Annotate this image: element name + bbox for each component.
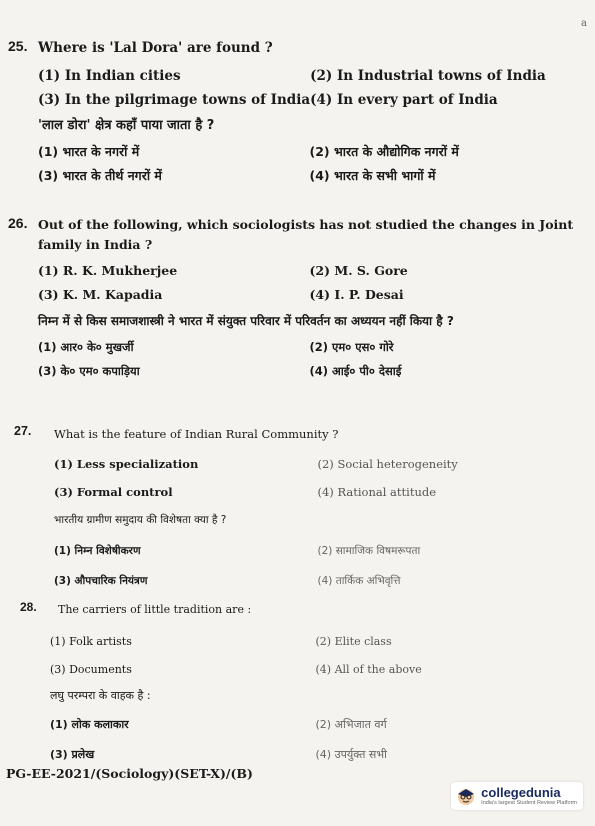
option-3-hi: (3) के० एम० कपाड़िया <box>38 364 140 378</box>
question-text-en: What is the feature of Indian Rural Community ? <box>54 427 339 441</box>
brand-name: collegedunia <box>481 784 561 800</box>
page-marker: a <box>581 18 587 29</box>
student-mascot-icon <box>455 785 477 807</box>
question-text-en: Where is 'Lal Dora' are found ? <box>38 40 273 56</box>
option-4-en: (4) Rational attitude <box>317 485 437 499</box>
option-2-hi: (2) अभिजात वर्ग <box>315 718 387 731</box>
option-4-hi: (4) आई० पी० देसाई <box>309 364 402 378</box>
question-28 <box>8 600 581 770</box>
option-1-hi: (1) भारत के नगरों में <box>38 144 140 159</box>
question-26 <box>8 215 581 383</box>
option-3-en: (3) Formal control <box>54 485 173 499</box>
option-2-hi: (2) एम० एस० गोरे <box>309 340 394 354</box>
option-1-en: (1) R. K. Mukherjee <box>38 263 178 278</box>
question-27 <box>8 424 581 596</box>
option-4-hi: (4) तार्किक अभिवृत्ति <box>317 575 401 587</box>
option-3-en: (3) In the pilgrimage towns of India <box>38 92 311 108</box>
question-text-en: The carriers of little tradition are : <box>58 603 252 616</box>
option-1-hi: (1) आर० के० मुखर्जी <box>38 340 134 354</box>
option-2-hi: (2) भारत के औद्योगिक नगरों में <box>309 144 459 159</box>
option-3-en: (3) Documents <box>50 663 132 676</box>
question-number: 26. <box>8 215 28 231</box>
option-2-en: (2) Elite class <box>315 635 392 648</box>
option-2-hi: (2) सामाजिक विषमरूपता <box>317 545 421 557</box>
question-text-hi: निम्न में से किस समाजशास्त्री ने भारत में संयुक्त परिवार में परिवर्तन का अध्ययन नहीं किया है ? <box>38 314 454 328</box>
option-4-en: (4) In every part of India <box>310 92 498 108</box>
option-3-hi: (3) प्रलेख <box>50 748 95 761</box>
option-3-hi: (3) औपचारिक नियंत्रण <box>54 575 148 587</box>
option-1-en: (1) Folk artists <box>50 635 132 648</box>
option-4-en: (4) I. P. Desai <box>309 287 404 302</box>
option-2-en: (2) In Industrial towns of India <box>310 68 546 84</box>
option-1-en: (1) Less specialization <box>54 457 199 471</box>
collegedunia-watermark <box>451 782 583 810</box>
brand-tagline: India's largest Student Review Platform <box>481 799 577 806</box>
paper-code-footer: PG-EE-2021/(Sociology)(SET-X)/(B) <box>6 766 253 781</box>
question-text-hi: 'लाल डोरा' क्षेत्र कहाँ पाया जाता है ? <box>38 118 215 133</box>
question-text-hi: भारतीय ग्रामीण समुदाय की विशेषता क्या है ? <box>54 514 227 526</box>
question-text-hi: लघु परम्परा के वाहक है : <box>50 689 151 702</box>
option-4-hi: (4) उपर्युक्त सभी <box>315 748 387 761</box>
option-1-en: (1) In Indian cities <box>38 68 181 84</box>
option-3-hi: (3) भारत के तीर्थ नगरों में <box>38 168 162 183</box>
question-number: 28. <box>20 600 37 614</box>
question-number: 25. <box>8 38 28 54</box>
option-4-hi: (4) भारत के सभी भागों में <box>309 168 436 183</box>
option-2-en: (2) Social heterogeneity <box>317 457 458 471</box>
option-3-en: (3) K. M. Kapadia <box>38 287 163 302</box>
option-1-hi: (1) लोक कलाकार <box>50 718 129 731</box>
question-25 <box>8 38 581 188</box>
option-4-en: (4) All of the above <box>315 663 422 676</box>
question-number: 27. <box>14 424 32 438</box>
option-1-hi: (1) निम्न विशेषीकरण <box>54 545 141 557</box>
option-2-en: (2) M. S. Gore <box>309 263 408 278</box>
question-text-en: Out of the following, which sociologists has not studied the changes in Joint family in India ? <box>38 217 574 252</box>
